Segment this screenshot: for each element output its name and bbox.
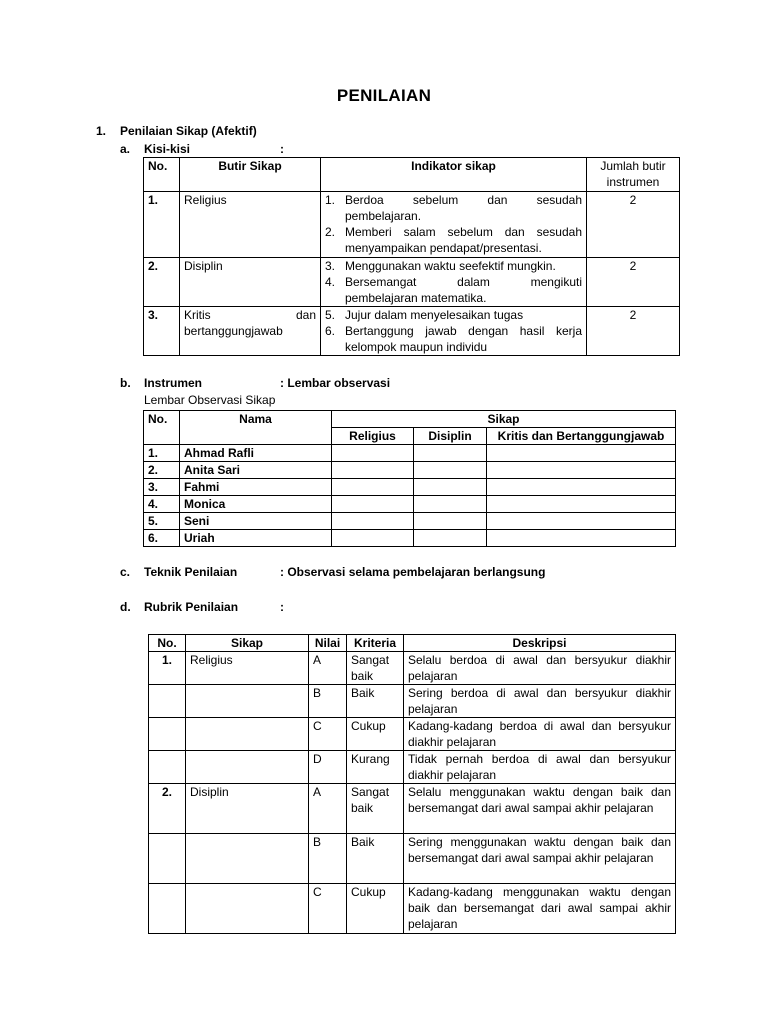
- indikator-item: 3. Menggunakan waktu seefektif mungkin.: [325, 259, 556, 273]
- table-row: [144, 192, 680, 258]
- header-jumlah: Jumlah butir instrumen: [587, 158, 680, 192]
- row-butir: Disiplin: [180, 258, 321, 307]
- indikator-item: 4. Bersemangat dalam mengikuti pembelajaran matematika.: [325, 275, 582, 305]
- table-row: [144, 258, 680, 307]
- subsection-label: Teknik Penilaian: [144, 565, 238, 579]
- row-butir: Kritis dan bertanggungjawab: [180, 307, 321, 356]
- table-row: B Baik Sering berdoa di awal dan bersyukur diakhir pelajaran: [149, 685, 676, 718]
- row-no: 1.: [144, 192, 180, 258]
- subsection-colon: :: [280, 142, 284, 156]
- row-jumlah: 2: [587, 192, 680, 258]
- subsection-colon: :: [280, 600, 284, 614]
- subsection-letter: d.: [120, 600, 131, 614]
- section-heading: Penilaian Sikap (Afektif): [120, 124, 257, 138]
- row-jumlah: 2: [587, 307, 680, 356]
- header-no: No.: [144, 411, 180, 445]
- row-butir: Religius: [180, 192, 321, 258]
- table-row: D Kurang Tidak pernah berdoa di awal dan bersyukur diakhir pelajaran: [149, 751, 676, 784]
- header-disiplin: Disiplin: [414, 428, 487, 445]
- table-row: [144, 307, 680, 356]
- row-no: 2.: [144, 258, 180, 307]
- observasi-table: [143, 410, 676, 547]
- header-religius: Religius: [332, 428, 414, 445]
- page-title: PENILAIAN: [336, 86, 432, 105]
- subsection-value: : Observasi selama pembelajaran berlangsung: [280, 565, 546, 579]
- header-butir-sikap: Butir Sikap: [180, 158, 321, 192]
- subsection-letter: a.: [120, 142, 131, 156]
- row-indikator: [321, 258, 587, 307]
- table-row: 6. Uriah: [144, 530, 676, 547]
- row-no: 3.: [144, 307, 180, 356]
- header-nama: Nama: [180, 411, 332, 445]
- subsection-letter: c.: [120, 565, 131, 579]
- table-row: 2. Disiplin A Sangat baik Selalu menggunakan waktu dengan baik dan bersemangat dari awal sampai akhir pelajaran: [149, 784, 676, 834]
- subsection-value: : Lembar observasi: [280, 376, 391, 390]
- table-row: C Cukup Kadang-kadang berdoa di awal dan bersyukur diakhir pelajaran: [149, 718, 676, 751]
- header-no: No.: [149, 635, 186, 652]
- table-caption: Lembar Observasi Sikap: [144, 393, 276, 407]
- rubrik-table: [148, 634, 676, 934]
- table-row: 5. Seni: [144, 513, 676, 530]
- subsection-letter: b.: [120, 376, 131, 390]
- header-kritis: Kritis dan Bertanggungjawab: [487, 428, 676, 445]
- table-row: 3. Fahmi: [144, 479, 676, 496]
- header-indikator: Indikator sikap: [321, 158, 587, 192]
- subsection-label: Rubrik Penilaian: [144, 600, 239, 614]
- header-nilai: Nilai: [309, 635, 347, 652]
- table-row: 1. Ahmad Rafli: [144, 445, 676, 462]
- header-kriteria: Kriteria: [347, 635, 404, 652]
- table-row: 2. Anita Sari: [144, 462, 676, 479]
- subsection-label: Instrumen: [144, 376, 203, 390]
- table-row: 1. Religius A Sangat baik Selalu berdoa di awal dan bersyukur diakhir pelajaran: [149, 652, 676, 685]
- header-deskripsi: Deskripsi: [404, 635, 676, 652]
- indikator-item: 5. Jujur dalam menyelesaikan tugas: [325, 308, 524, 322]
- indikator-item: 6. Bertanggung jawab dengan hasil kerja kelompok maupun individu: [325, 324, 582, 354]
- header-no: No.: [144, 158, 180, 192]
- subsection-label: Kisi-kisi: [144, 142, 191, 156]
- table-row: B Baik Sering menggunakan waktu dengan baik dan bersemangat dari awal sampai akhir pelajaran: [149, 834, 676, 884]
- kisi-kisi-table: [143, 157, 680, 356]
- indikator-item: 1. Berdoa sebelum dan sesudah pembelajaran.: [325, 193, 582, 223]
- table-row: C Cukup Kadang-kadang menggunakan waktu dengan baik dan bersemangat dari awal sampai akhir pelajaran: [149, 884, 676, 934]
- indikator-item: 2. Memberi salam sebelum dan sesudah menyampaikan pendapat/presentasi.: [325, 225, 582, 255]
- row-indikator: [321, 192, 587, 258]
- header-sikap: Sikap: [332, 411, 676, 428]
- header-sikap: Sikap: [186, 635, 309, 652]
- row-jumlah: 2: [587, 258, 680, 307]
- section-number: 1.: [96, 124, 107, 138]
- table-row: 4. Monica: [144, 496, 676, 513]
- row-indikator: [321, 307, 587, 356]
